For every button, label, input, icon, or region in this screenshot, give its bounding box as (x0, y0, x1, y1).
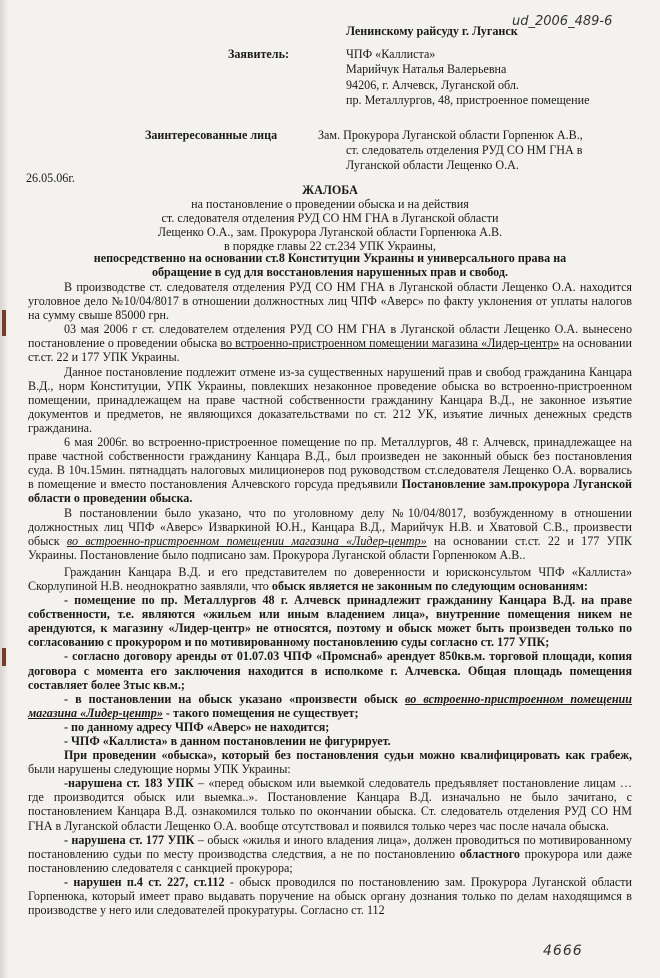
bold-text: - согласно договору аренды от 01.07.03 ЧПФ «Промснаб» арендует 850кв.м. торговой площади, копия договора с момента его заключения находится в исполкоме г. Алчевска. (28, 649, 632, 678)
bold-text: - помещение по пр. Металлургов 48 г. Алчевск принадлежит гражданину Канцара В.Д. на праве собственности, т.е. являются «жильем или иным владением лица», внутренние помещения никем не арендуются, к магазину «Лидер-центр» не относятся, поэтому и обыск может быть произведен только по согласованию с прокурором и по мотивированному постановлению суды согласно ст. 177 УПК; (28, 593, 632, 650)
paragraph-text: на основании ст.ст. 22 и 177 УПК Украины. (28, 336, 632, 365)
paragraph-text: 6 мая 2006г. во встроенно-пристроенное помещение по пр. Металлургов, 48 г. Алчевск, принадлежащее на праве частной собственности гражданину Канцара В.Д., был произведен не законный обыск без постановления суда. В 10ч.15мин. пятнадцать налоговых милиционеров под руководством ст.следователя Лещенко О.А. ворвались в помещение и вместо постановления Алчевского горсуда предъявили (28, 435, 632, 492)
paragraph (28, 365, 632, 435)
applicant-label: Заявитель: (228, 47, 289, 61)
paragraph-text: Гражданин Канцара В.Д. и его представителем по доверенности и юрисконсультом ЧПФ «Каллиста» Скорлупиной Н.В. неоднократно заявляли, что (28, 564, 632, 593)
paragraph-text: Данное постановление подлежит отмене из-за существенных нарушений прав и свобод гражданина Канцара В.Д., норм Конституции, УПК Украины, повлекших незаконное проведение обыска во встроенно-пристроенном помещении, принадлежащем на праве частной собственности гражданину Канцара В.Д., не законное изъятие документов и предметов, не являющихся доказательствами по ст. 212 УК, изъятие личных денежных средств гражданина. (28, 364, 632, 435)
binding-mark (2, 310, 6, 336)
paragraph-text: - обыск проводился по постановлению зам. Прокурора Луганской области Горпенюка, который имеет право выдавать поручение на обыск органу дознания только по делам находящимся в производстве у него или следователей прокуратуры. Согласно ст. 112 (28, 874, 632, 918)
paragraph (28, 734, 632, 748)
paragraph (28, 720, 632, 734)
paragraph (28, 280, 632, 322)
complaint-body (28, 280, 632, 917)
bold-text: - такого помещения не существует; (162, 705, 359, 720)
heading-bold-line: непосредственно на основании ст.8 Конституции Украины и универсального права на (93, 251, 567, 265)
heading-line: в порядке главы 22 ст.234 УПК Украины, (224, 239, 436, 253)
interested-line: Зам. Прокурора Луганской области Горпенюк А.В., (318, 128, 583, 142)
interested-line: Луганской области Лещенко О.А. (346, 158, 519, 172)
document-id-stamp: ud_2006_489-6 (512, 14, 613, 29)
heading-line: ст. следователя отделения РУД СО НМ ГНА в Луганской области (161, 211, 499, 225)
bold-text: -нарушена ст. 183 УПК (64, 776, 194, 791)
document-date: 26.05.06г. (26, 171, 75, 185)
heading-line: на постановление о проведении обыска и на действия (191, 197, 469, 211)
paragraph-text: – обыск «жилья и иного владения лица», должен проводиться по мотивированному постановлению судьи по месту производства следствия, а не по постановлению (28, 832, 632, 861)
paragraph-text: В постановлении было указано, что по уголовному делу №10/04/8017, возбужденному в отношении должностных лиц ЧПФ «Аверс» Изваркиной Ю.Н., Канцара В.Д., Марийчук Н.В. и Хватовой С.В., произвести обыск (28, 505, 632, 548)
paragraph-text: 03 мая 2006 г ст. следователем отделения РУД СО НМ ГНА в Луганской области Лещенко О.А. вынесено постановление о проведении обыска (28, 322, 632, 351)
paragraph-text: на основании ст.ст. 22 и 177 УПК Украины. Постановление было подписано зам. Прокурора Луганской области Горпенюком А.В.. (28, 533, 632, 562)
paragraph (28, 506, 632, 562)
bold-text: - ЧПФ «Каллиста» в данном постановлении не фигурирует. (64, 734, 391, 748)
bold-text: областного (459, 846, 520, 861)
paragraph (28, 322, 632, 364)
bold-text: Общая площадь помещения составляет более 3тыс кв.м.; (28, 663, 632, 692)
recipient: Ленинскому райсуду г. Луганск (346, 24, 518, 38)
page-number: 4666 (543, 943, 583, 959)
document-title: ЖАЛОБА (302, 183, 358, 197)
paragraph (28, 649, 632, 691)
applicant-line: Марийчук Наталья Валерьевна (346, 62, 507, 76)
paragraph (28, 875, 632, 917)
paragraph (28, 776, 632, 832)
paragraph (28, 593, 632, 649)
applicant-line: ЧПФ «Каллиста» (346, 47, 436, 61)
heading-bold-line: обращение в суд для восстановления нарушенных прав и свобод. (151, 265, 509, 279)
paragraph-text: В производстве ст. следователя отделения РУД СО НМ ГНА в Луганской области Лещенко О.А. находится уголовное дело №10/04/8017 в отношении должностных лиц ЧПФ «Аверс» по факту уклонения от уплаты налогов на сумму свыше 85000 грн. (28, 280, 632, 323)
underlined-italic-text: во встроенно-пристроенном помещении магазина «Лидер-центр» (66, 533, 427, 548)
paragraph (28, 692, 632, 720)
heading-line: Лещенко О.А., зам. Прокурора Луганской области Горпенюка А.В. (157, 225, 503, 239)
paragraph (28, 435, 632, 505)
paragraph (28, 565, 632, 593)
underlined-text: во встроенно-пристроенном помещении магазина «Лидер-центр» (220, 336, 560, 351)
bold-text: - по данному адресу ЧПФ «Аверс» не находится; (64, 719, 330, 734)
paragraph-text: – «перед обыском или выемкой следователь предъявляет постановление лицам … где производится обыск или выемка..». Постановление Канцара В.Д. изначально не было зачитано, с постановлением Канцара В.Д. ознакомился только по окончании обыска. Ст. следователь отделения РУД СО НМ ГНА в Луганской области Лещенко О.А. вообще отсутствовал и появился только через час после начала обыска. (28, 776, 632, 833)
interested-label: Заинтересованные лица (145, 128, 278, 142)
interested-line: ст. следователь отделения РУД СО НМ ГНА в (346, 143, 583, 157)
bold-text: обыск является не законным по следующим основаниям: (271, 578, 588, 593)
underlined-italic-text: во встроенно-пристроенном помещении магазина «Лидер-центр» (28, 691, 632, 720)
paragraph (28, 833, 632, 875)
paragraph (28, 748, 632, 776)
applicant-line: 94206, г. Алчевск, Луганской обл. (346, 78, 519, 92)
bold-text: - в постановлении на обыск указано «произвести обыск (64, 691, 406, 706)
bold-text: - нарушена ст. 177 УПК (64, 832, 195, 847)
binding-mark (2, 648, 6, 666)
bold-text: Постановление зам.прокурора Луганской области о проведении обыска. (28, 477, 632, 506)
applicant-line: пр. Металлургов, 48, пристроенное помещение (346, 93, 590, 107)
bold-text: При проведении «обыска», который без постановления судьи можно квалифицировать как грабеж, (64, 748, 632, 763)
bold-text: - нарушен п.4 ст. 227, ст.112 (64, 874, 225, 889)
scan-edge-shadow (0, 0, 8, 978)
paragraph-text: прокурора или даже постановлению следователя с санкцией прокурора; (28, 846, 632, 875)
paragraph-text: были нарушены следующие нормы УПК Украины: (28, 762, 291, 777)
